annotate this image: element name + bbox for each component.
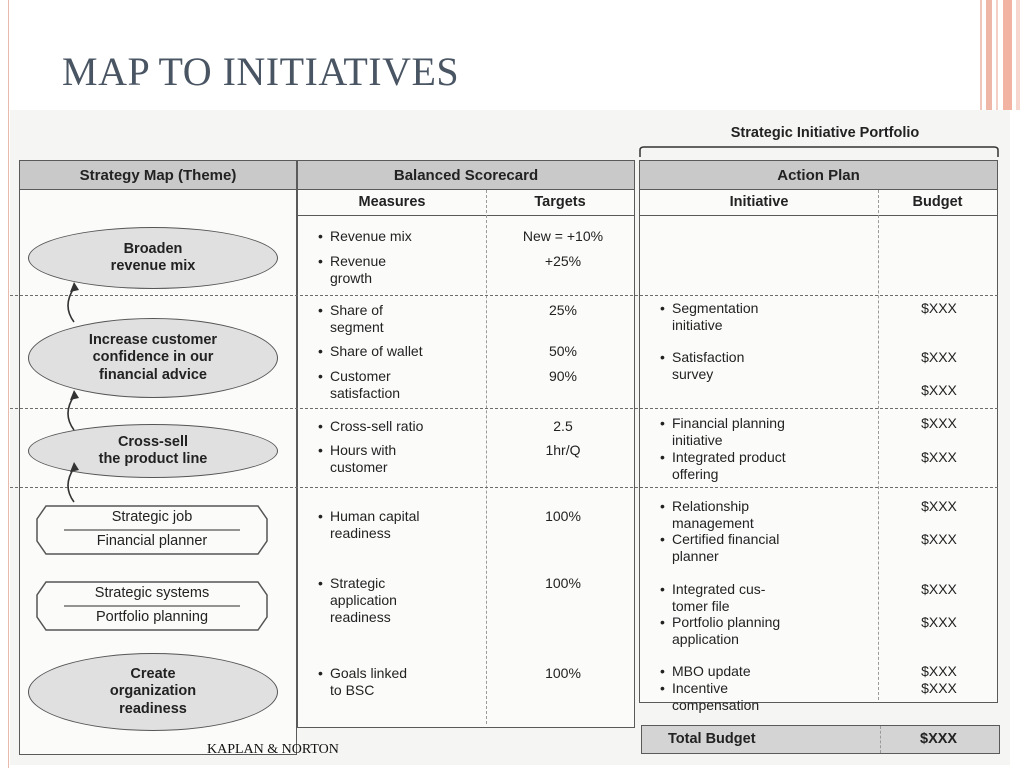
kaplan-norton-figure — [10, 110, 1010, 765]
target-goals-linked: 100% — [545, 665, 581, 681]
total-budget-box — [641, 725, 1000, 754]
initiative-segmentation: • Segmentation initiative — [672, 300, 758, 334]
initiative-incentive-compensation: • Incentive compensation — [672, 680, 759, 714]
decorative-stripes — [976, 0, 1024, 110]
initiative-integrated-customer-file: • Integrated cus- tomer file — [672, 581, 765, 615]
budget-satisfaction-survey: $XXX — [921, 349, 957, 365]
strategy-map-header: Strategy Map (Theme) — [20, 161, 296, 190]
initiative-satisfaction-survey: • Satisfaction survey — [672, 349, 744, 383]
source-footer: KAPLAN & NORTON — [207, 742, 339, 757]
initiative-portfolio-planning: • Portfolio planning application — [672, 614, 780, 648]
budget-integrated-product: $XXX — [921, 449, 957, 465]
budget-segmentation: $XXX — [921, 300, 957, 316]
target-human-capital-readiness: 100% — [545, 508, 581, 524]
target-revenue-growth: +25% — [544, 253, 582, 269]
initiative-financial-planning: • Financial planning initiative — [672, 415, 785, 449]
portfolio-title: Strategic Initiative Portfolio — [730, 125, 920, 141]
budget-certified-planner: $XXX — [921, 531, 957, 547]
initiative-mbo-update: • MBO update — [672, 663, 751, 680]
measure-revenue-mix: • Revenue mix — [330, 228, 412, 245]
total-budget-label: Total Budget — [668, 731, 756, 747]
strategic-job-label: Strategic job — [111, 509, 193, 525]
portfolio-bracket — [638, 144, 1000, 158]
measure-strategic-application-readiness: • Strategic application readiness — [330, 575, 397, 626]
action-plan-column-divider — [878, 190, 879, 700]
portfolio-planning-label: Portfolio planning — [95, 609, 209, 625]
create-readiness-oval: Create organization readiness — [28, 653, 278, 731]
initiative-column-header: Initiative — [640, 189, 878, 216]
measure-customer-satisfaction: • Customer satisfaction — [330, 368, 400, 402]
budget-portfolio-planning: $XXX — [921, 614, 957, 630]
measure-human-capital-readiness: • Human capital readiness — [330, 508, 420, 542]
action-plan-header: Action Plan — [640, 161, 997, 190]
budget-third: $XXX — [921, 382, 957, 398]
financial-planner-label: Financial planner — [96, 533, 208, 549]
cause-effect-arrows — [60, 270, 100, 510]
target-cross-sell-ratio: 2.5 — [553, 418, 573, 434]
initiative-relationship-management: • Relationship management — [672, 498, 754, 532]
target-strategic-application-readiness: 100% — [545, 575, 581, 591]
budget-integrated-customer-file: $XXX — [921, 581, 957, 597]
budget-column-header: Budget — [878, 189, 997, 216]
row-separator-1 — [10, 295, 998, 296]
measure-share-of-segment: • Share of segment — [330, 302, 384, 336]
initiative-certified-planner: • Certified financial planner — [672, 531, 779, 565]
target-hours-with-customer: 1hr/Q — [545, 442, 581, 458]
increase-confidence-oval: Increase customer confidence in our financial advice — [28, 318, 278, 398]
strategic-systems-label: Strategic systems — [94, 585, 210, 601]
budget-financial-planning: $XXX — [921, 415, 957, 431]
budget-relationship-management: $XXX — [921, 498, 957, 514]
budget-mbo-update: $XXX — [921, 663, 957, 679]
target-customer-satisfaction: 90% — [548, 368, 578, 384]
total-budget-divider — [880, 726, 881, 753]
measure-goals-linked: • Goals linked to BSC — [330, 665, 407, 699]
page-border-line — [8, 0, 9, 768]
broaden-revenue-mix-oval: Broaden revenue mix — [28, 227, 278, 289]
row-separator-3 — [10, 487, 998, 488]
target-share-of-segment: 25% — [548, 302, 578, 318]
cross-sell-oval: Cross-sell the product line — [28, 424, 278, 478]
measure-hours-with-customer: • Hours with customer — [330, 442, 396, 476]
targets-column-header: Targets — [486, 189, 634, 216]
target-share-of-wallet: 50% — [548, 343, 578, 359]
initiative-integrated-product: • Integrated product offering — [672, 449, 786, 483]
measure-revenue-growth: • Revenue growth — [330, 253, 386, 287]
row-separator-2 — [10, 408, 998, 409]
measure-share-of-wallet: • Share of wallet — [330, 343, 423, 360]
scorecard-header: Balanced Scorecard — [298, 161, 634, 190]
strategic-systems-box — [36, 581, 268, 631]
measure-cross-sell-ratio: • Cross-sell ratio — [330, 418, 423, 435]
target-revenue-mix: New = +10% — [522, 228, 604, 244]
measures-column-header: Measures — [298, 189, 486, 216]
scorecard-column-divider — [486, 190, 487, 724]
strategic-job-box — [36, 505, 268, 555]
budget-incentive-compensation: $XXX — [921, 680, 957, 696]
slide-title: MAP TO INITIATIVES — [62, 49, 460, 94]
total-budget-value: $XXX — [920, 731, 958, 747]
